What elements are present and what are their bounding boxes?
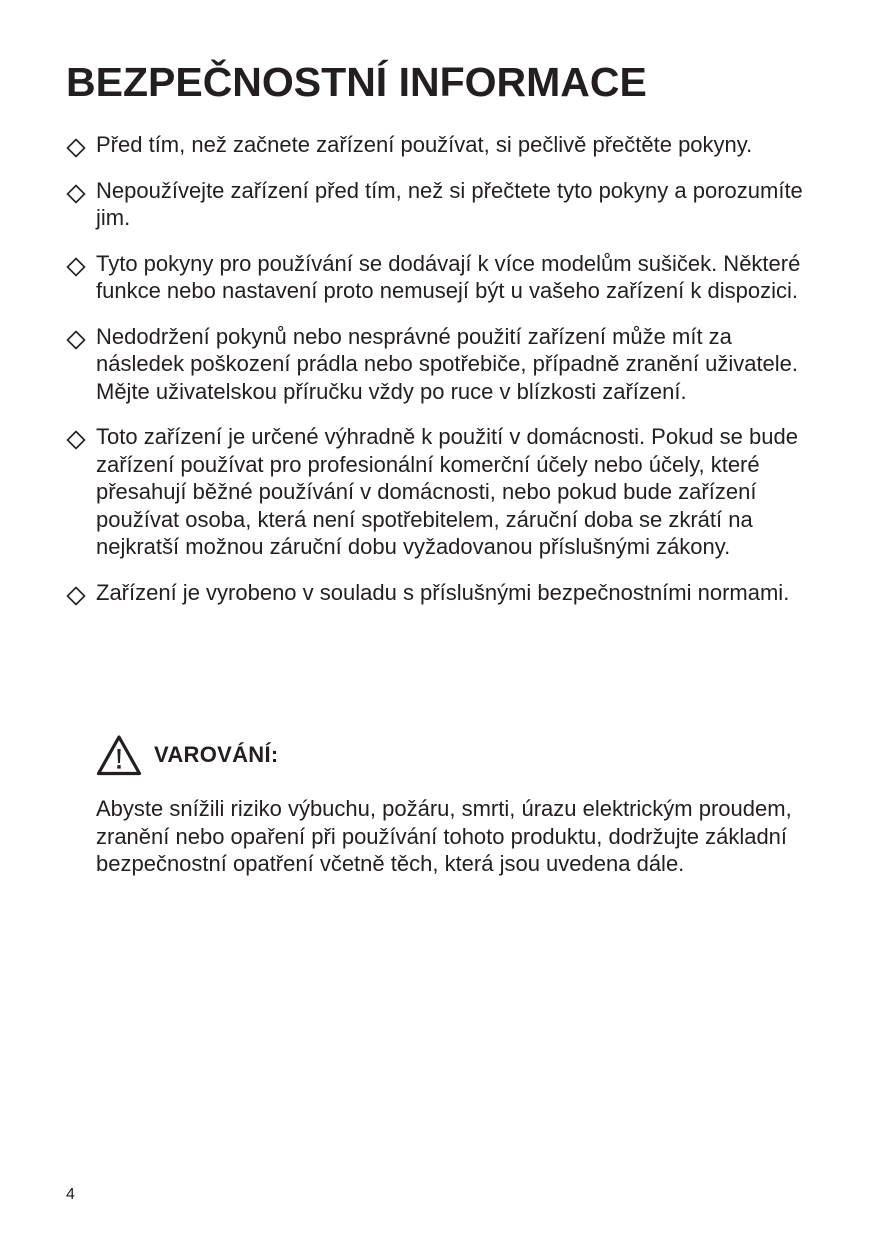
diamond-bullet-icon (66, 250, 88, 278)
list-item-text: Toto zařízení je určené výhradně k použití v domácnosti. Pokud se bude zařízení používat pro profesionální komerční účely nebo účely, které přesahují běžné používání v domácnosti, nebo pokud bude zařízení používat osoba, která není spotřebitelem, záruční doba se zkrátí na nejkratší možnou záruční dobu vyžadovanou příslušnými zákony. (96, 424, 798, 559)
list-item (66, 579, 826, 607)
diamond-bullet-icon (66, 177, 88, 205)
list-item (66, 323, 826, 406)
list-item-text: Tyto pokyny pro používání se dodávají k více modelům sušiček. Některé funkce nebo nastavení proto nemusejí být u vašeho zařízení k dispozici. (96, 250, 801, 303)
diamond-bullet-icon (66, 579, 88, 607)
list-item-text: Před tím, než začnete zařízení používat, si pečlivě přečtěte pokyny. (96, 132, 753, 157)
list-item (66, 423, 826, 561)
warning-heading (96, 734, 279, 776)
list-item-text: Zařízení je vyrobeno v souladu s příslušnými bezpečnostními normami. (96, 579, 790, 605)
list-item (66, 250, 826, 305)
diamond-bullet-icon (66, 323, 88, 351)
list-item (66, 177, 826, 232)
warning-label: VAROVÁNÍ: (154, 742, 279, 767)
warning-text: Abyste snížili riziko výbuchu, požáru, smrti, úrazu elektrickým proudem, zranění nebo opaření při používání tohoto produktu, dodržujte základní bezpečnostní opatření včetně těch, která jsou uvedena dále. (96, 796, 792, 876)
page-number: 4 (66, 1186, 75, 1203)
list-item (66, 131, 826, 159)
diamond-bullet-icon (66, 423, 88, 451)
warning-triangle-icon (96, 734, 142, 776)
page-title: BEZPEČNOSTNÍ INFORMACE (66, 59, 647, 105)
diamond-bullet-icon (66, 131, 88, 159)
safety-list (66, 131, 826, 624)
list-item-text: Nepoužívejte zařízení před tím, než si přečtete tyto pokyny a porozumíte jim. (96, 177, 803, 230)
list-item-text: Nedodržení pokynů nebo nesprávné použití zařízení může mít za následek poškození prádla nebo spotřebiče, případně zranění uživatele. Mějte uživatelskou příručku vždy po ruce v blízkosti zařízení. (96, 323, 799, 404)
